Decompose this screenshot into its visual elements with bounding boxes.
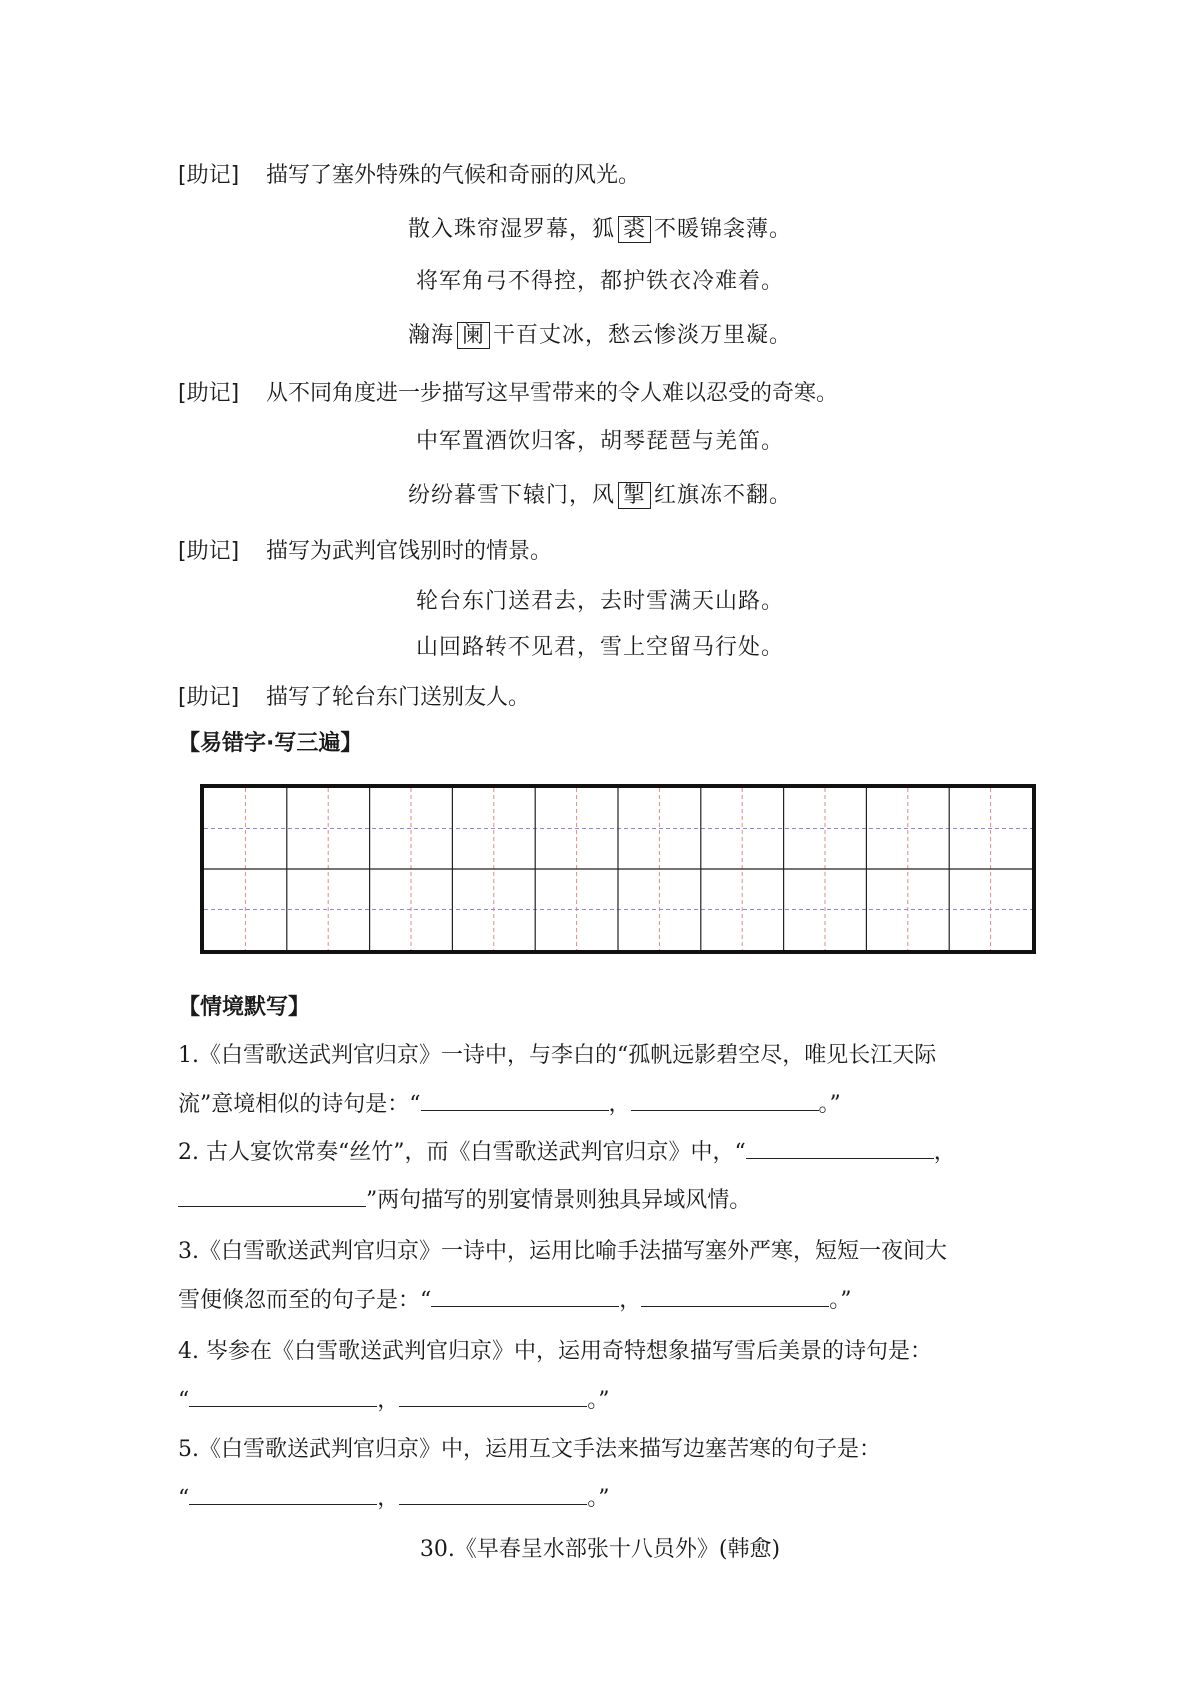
- answer-blank[interactable]: [399, 1382, 587, 1407]
- question-text: 。”: [587, 1388, 610, 1413]
- question-5-line-1: 5.《白雪歌送武判官归京》中，运用互文手法来描写边塞苦寒的句子是：: [178, 1437, 881, 1462]
- question-text: ，: [608, 1092, 631, 1117]
- question-2-line-2: [178, 1182, 751, 1214]
- question-3-line-2: [178, 1282, 852, 1314]
- question-3-line-1: 3.《白雪歌送武判官归京》一诗中，运用比喻手法描写塞外严寒，短短一夜间大: [178, 1239, 947, 1264]
- poem-line: [0, 424, 1200, 455]
- question-text: 。”: [829, 1288, 852, 1313]
- poem-line: [0, 584, 1200, 615]
- question-2-line-1: [178, 1134, 956, 1166]
- answer-blank[interactable]: [746, 1134, 934, 1159]
- poem-text: 轮台东门送君去，去时雪满天山路。: [415, 589, 784, 614]
- question-text: “: [178, 1486, 190, 1511]
- poem-text: 山回路转不见君，雪上空留马行处。: [415, 635, 784, 660]
- section-heading-typo: 【易错字·写三遍】: [178, 731, 363, 756]
- poem-text: 红旗冻不翻。: [654, 483, 793, 508]
- poem-line: [0, 478, 1200, 509]
- poem-line: [0, 264, 1200, 295]
- question-text: ，: [377, 1486, 400, 1511]
- question-text: 2. 古人宴饮常奏“丝竹”，而《白雪歌送武判官归京》中，“: [178, 1140, 746, 1165]
- boxed-character: 裘: [618, 216, 651, 243]
- mnemonic-tag: [助记]: [178, 539, 240, 564]
- writing-grid[interactable]: [200, 784, 1036, 954]
- question-1-line-2: [178, 1086, 841, 1118]
- poem-line: [0, 318, 1200, 349]
- answer-blank[interactable]: [189, 1480, 377, 1505]
- poem-author: (韩愈): [718, 1537, 781, 1562]
- question-text: 。”: [587, 1486, 610, 1511]
- answer-blank[interactable]: [641, 1282, 829, 1307]
- poem-text: 不暖锦衾薄。: [654, 217, 793, 242]
- section-number: 30.: [419, 1537, 455, 1562]
- answer-blank[interactable]: [399, 1480, 587, 1505]
- mnemonic-tag: [助记]: [178, 163, 240, 188]
- mnemonic-note: [178, 376, 838, 407]
- question-text: ，: [619, 1288, 642, 1313]
- mnemonic-text: 描写了轮台东门送别友人。: [266, 685, 531, 710]
- poem-title: 《早春呈水部张十八员外》: [454, 1537, 719, 1562]
- mnemonic-note: [178, 534, 552, 565]
- mnemonic-text: 描写了塞外特殊的气候和奇丽的风光。: [266, 163, 641, 188]
- mnemonic-note: [178, 680, 530, 711]
- section-heading-dictation: 【情境默写】: [178, 995, 311, 1020]
- boxed-character: 阑: [457, 322, 490, 349]
- question-text: “: [178, 1388, 190, 1413]
- mnemonic-text: 描写为武判官饯别时的情景。: [266, 539, 553, 564]
- answer-blank[interactable]: [631, 1086, 819, 1111]
- answer-blank[interactable]: [189, 1382, 377, 1407]
- question-text: ”两句描写的别宴情景则独具异域风情。: [366, 1188, 752, 1213]
- question-text: 雪便倏忽而至的句子是：“: [178, 1288, 432, 1313]
- question-4-line-1: 4. 岑参在《白雪歌送武判官归京》中，运用奇特想象描写雪后美景的诗句是：: [178, 1339, 932, 1364]
- poem-text: 散入珠帘湿罗幕，狐: [407, 217, 615, 242]
- poem-line: [0, 212, 1200, 243]
- mnemonic-tag: [助记]: [178, 685, 240, 710]
- question-5-line-2: [178, 1480, 610, 1512]
- answer-blank[interactable]: [421, 1086, 609, 1111]
- poem-text: 将军角弓不得控，都护铁衣冷难着。: [415, 269, 784, 294]
- poem-text: 中军置酒饮归客，胡琴琵琶与羌笛。: [415, 429, 784, 454]
- writing-grid-lines: [204, 788, 1032, 950]
- poem-text: 干百丈冰，愁云惨淡万里凝。: [493, 323, 793, 348]
- question-text: ，: [377, 1388, 400, 1413]
- poem-line: [0, 630, 1200, 661]
- answer-blank[interactable]: [431, 1282, 619, 1307]
- mnemonic-tag: [助记]: [178, 381, 240, 406]
- question-4-line-2: [178, 1382, 610, 1414]
- question-text: 。”: [818, 1092, 841, 1117]
- boxed-character: 掣: [618, 482, 651, 509]
- question-text: ，: [933, 1140, 956, 1165]
- mnemonic-note: [178, 158, 640, 189]
- poem-text: 瀚海: [407, 323, 454, 348]
- answer-blank[interactable]: [178, 1182, 366, 1207]
- mnemonic-text: 从不同角度进一步描写这早雪带来的令人难以忍受的奇寒。: [266, 381, 839, 406]
- poem-text: 纷纷暮雪下辕门，风: [407, 483, 615, 508]
- question-text: 流”意境相似的诗句是：“: [178, 1092, 421, 1117]
- next-section-title: [0, 1532, 1200, 1563]
- question-1-line-1: 1.《白雪歌送武判官归京》一诗中，与李白的“孤帆远影碧空尽，唯见长江天际: [178, 1043, 937, 1068]
